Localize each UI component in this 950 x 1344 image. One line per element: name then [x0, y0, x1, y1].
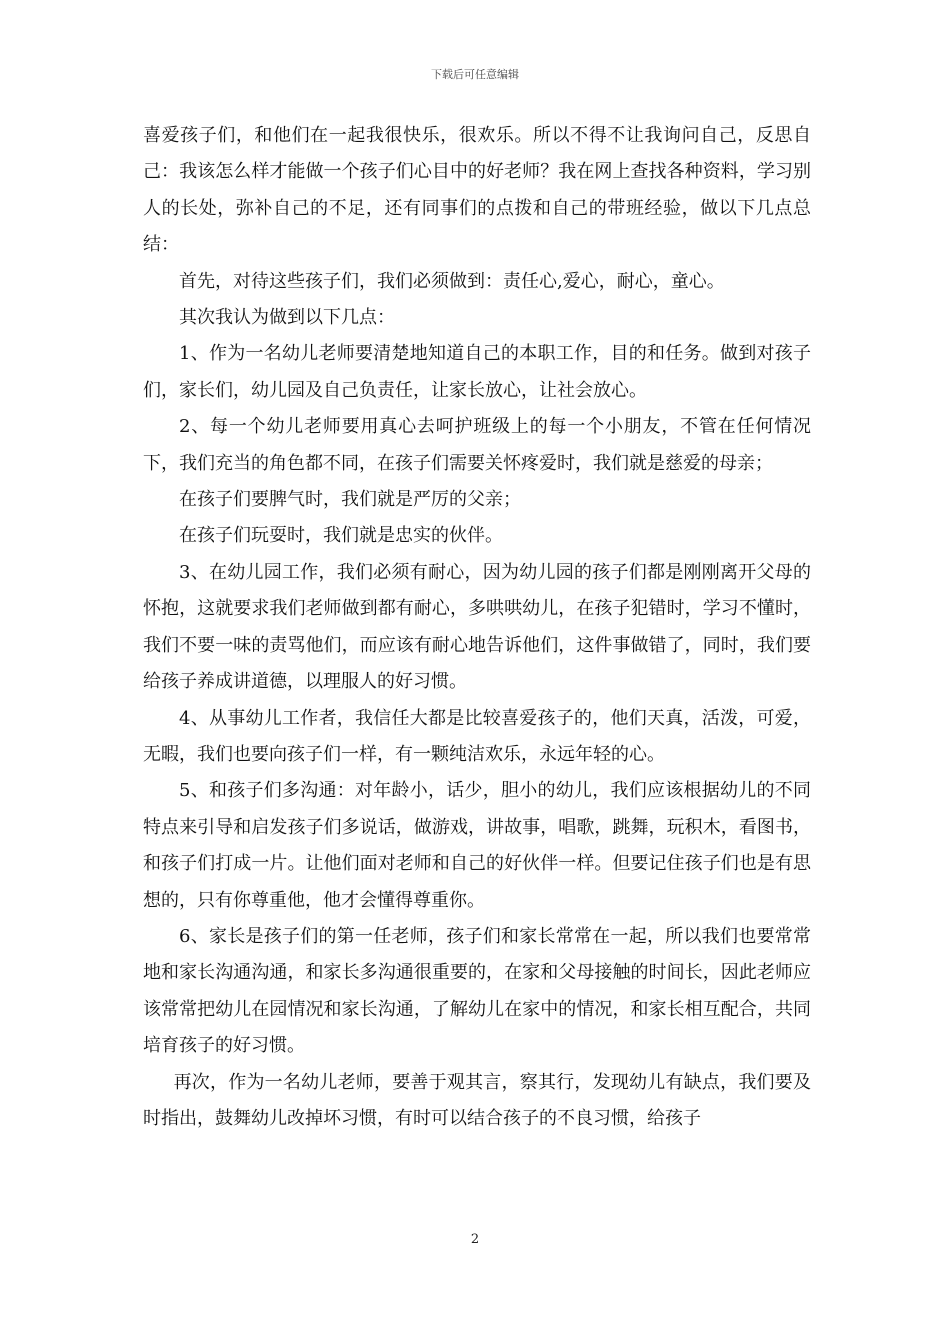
paragraph-point-2-father: 在孩子们要脾气时，我们就是严厉的父亲；	[179, 489, 521, 511]
paragraph-first: 首先，对待这些孩子们，我们必须做到：责任心,爱心，耐心，童心。	[179, 270, 725, 292]
document-body	[143, 118, 811, 1137]
page-header: 下载后可任意编辑	[431, 68, 519, 81]
paragraph-second: 其次我认为做到以下几点：	[179, 307, 395, 329]
paragraph-point-1: 1、作为一名幼儿老师要清楚地知道自己的本职工作，目的和任务。做到对孩子们，家长们，幼儿园及自己负责任，让家长放心，让社会放心。	[143, 343, 811, 401]
paragraph-point-3: 3、在幼儿园工作，我们必须有耐心，因为幼儿园的孩子们都是刚刚离开父母的怀抱，这就要求我们老师做到都有耐心，多哄哄幼儿，在孩子犯错时，学习不懂时，我们不要一味的责骂他们，而应该有耐心地告诉他们，这件事做错了，同时，我们要给孩子养成讲道德，以理服人的好习惯。	[143, 561, 811, 693]
paragraph-point-2: 2、每一个幼儿老师要用真心去呵护班级上的每一个小朋友，不管在任何情况下，我们充当的角色都不同，在孩子们需要关怀疼爱时，我们就是慈爱的母亲；	[143, 416, 811, 474]
paragraph-third: 再次，作为一名幼儿老师，要善于观其言，察其行，发现幼儿有缺点，我们要及时指出，鼓舞幼儿改掉坏习惯，有时可以结合孩子的不良习惯，给孩子	[143, 1071, 811, 1129]
paragraph-point-6: 6、家长是孩子们的第一任老师，孩子们和家长常常在一起，所以我们也要常常地和家长沟通沟通，和家长多沟通很重要的，在家和父母接触的时间长，因此老师应该常常把幼儿在园情况和家长沟通，了解幼儿在家中的情况，和家长相互配合，共同培育孩子的好习惯。	[143, 925, 811, 1057]
page-number: 2	[470, 1232, 480, 1247]
paragraph-point-5: 5、和孩子们多沟通：对年龄小，话少，胆小的幼儿，我们应该根据幼儿的不同特点来引导和启发孩子们多说话，做游戏，讲故事，唱歌，跳舞，玩积木，看图书，和孩子们打成一片。让他们面对老师和自己的好伙伴一样。但要记住孩子们也是有思想的，只有你尊重他，他才会懂得尊重你。	[143, 780, 811, 911]
paragraph-point-4: 4、从事幼儿工作者，我信任大都是比较喜爱孩子的，他们天真，活泼，可爱，无暇，我们也要向孩子们一样，有一颗纯洁欢乐，永远年轻的心。	[143, 707, 811, 765]
paragraph-continuation: 喜爱孩子们，和他们在一起我很快乐，很欢乐。所以不得不让我询问自己，反思自己：我该怎么样才能做一个孩子们心目中的好老师？我在网上查找各种资料，学习别人的长处，弥补自己的不足，还有同事们的点拨和自己的带班经验，做以下几点总结：	[143, 125, 811, 256]
paragraph-point-2-partner: 在孩子们玩耍时，我们就是忠实的伙伴。	[179, 525, 503, 547]
